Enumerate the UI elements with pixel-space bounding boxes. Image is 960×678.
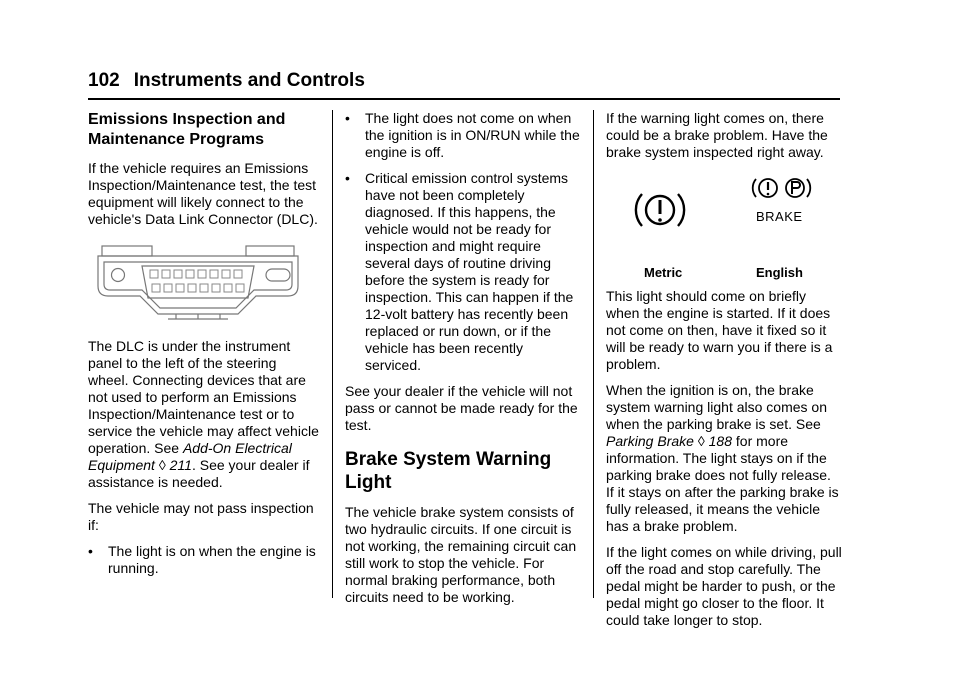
column-divider [332, 110, 333, 598]
brake-english-icon [753, 179, 811, 197]
xref-page-number[interactable]: 188 [708, 433, 732, 449]
list-item: • The light is on when the engine is running. [88, 543, 316, 576]
page-header [88, 70, 365, 92]
paragraph: When the ignition is on, the brake system warning light also comes on when the parking brake is set. See Parking Brake ◊ 188 for more information. The light stays on if the parking brake does not fully release. If it stays on after the parking brake is fully released, it means the vehicle has a brake problem. [606, 382, 839, 534]
paragraph: If the warning light comes on, there could be a brake problem. Have the brake system inspected right away. [606, 110, 828, 160]
dlc-connector-illustration [88, 240, 320, 324]
xref-page-number[interactable]: 211 [169, 457, 192, 473]
brake-warning-heading: Brake System Warning Light [345, 449, 552, 493]
dlc-connector-icon [88, 240, 308, 320]
xref-parking-brake[interactable]: Parking Brake [606, 433, 694, 449]
header-rule [88, 98, 840, 100]
section-title: Instruments and Controls [133, 70, 365, 91]
page-ref-icon: ◊ [158, 457, 166, 473]
paragraph: The vehicle brake system consists of two hydraulic circuits. If one circuit is not working, the remaining circuit can still work to stop the vehicle. For normal braking performance, both circuits need to be working. [345, 504, 577, 605]
brake-icon-label: BRAKE [756, 209, 803, 224]
bullet-icon: • [88, 543, 93, 559]
column-1 [88, 110, 320, 586]
list-item: • The light does not come on when the ignition is in ON/RUN while the engine is off. [345, 110, 580, 160]
label-english: English [756, 265, 803, 280]
emissions-heading: Emissions Inspection and Maintenance Programs [88, 111, 286, 148]
brake-metric-icon [636, 194, 684, 226]
brake-light-figure [606, 170, 842, 282]
xref-add-on-electrical[interactable]: Add-On Electrical Equipment [88, 440, 292, 473]
column-divider [593, 110, 594, 598]
paragraph: This light should come on briefly when the engine is started. If it does not come on then, have it fixed so it will be ready to warn you if there is a problem. [606, 288, 833, 372]
paragraph: If the vehicle requires an Emissions Inspection/Maintenance test, the test equipment will likely connect to the vehicle's Data Link Connector (DLC). [88, 160, 318, 227]
bullet-icon: • [345, 110, 350, 126]
column-2 [345, 110, 581, 615]
list-item: • Critical emission control systems have not been completely diagnosed. If this happens, the vehicle would not be ready for inspection and might require several days of routine driving before the system is ready for inspection. This can happen if the 12-volt battery has recently been replaced or run down, or if the vehicle has been recently serviced. [345, 170, 574, 373]
paragraph: See your dealer if the vehicle will not pass or cannot be made ready for the test. [345, 383, 578, 433]
paragraph: If the light comes on while driving, pull off the road and stop carefully. The pedal might be harder to push, or the pedal might go closer to the floor. It could take longer to stop. [606, 544, 842, 628]
bullet-icon: • [345, 170, 350, 186]
page-ref-icon: ◊ [697, 433, 705, 449]
column-3 [606, 110, 842, 638]
label-metric: Metric [644, 265, 683, 280]
paragraph: The DLC is under the instrument panel to the left of the steering wheel. Connecting devices that are not used to perform an Emissions Inspection/Maintenance test or to service the vehicle may affect vehicle operation. See Add-On Electrical Equipment ◊ 211. See your dealer if assistance is needed. [88, 338, 319, 490]
paragraph: The vehicle may not pass inspection if: [88, 500, 314, 533]
page-number: 102 [88, 70, 120, 91]
